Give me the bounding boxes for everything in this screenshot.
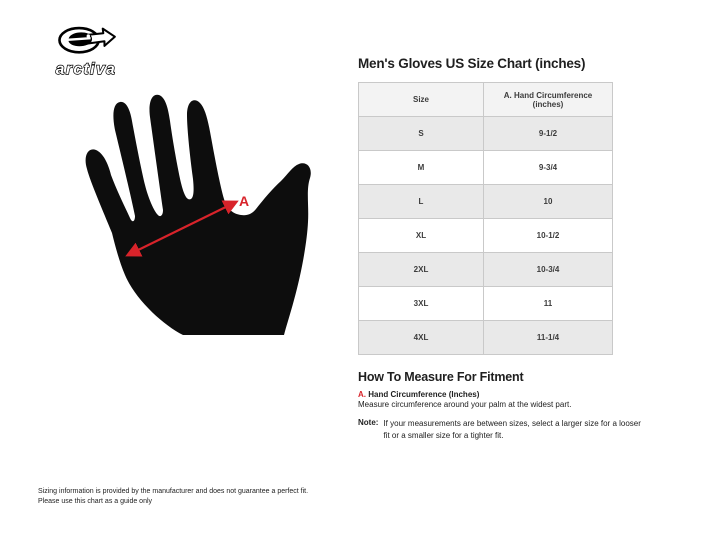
table-header-row (359, 83, 613, 117)
table-row (359, 287, 613, 321)
size-cell: 3XL (359, 287, 484, 321)
brand-wordmark (38, 59, 134, 79)
table-row (359, 117, 613, 151)
size-cell: XL (359, 219, 484, 253)
table-row (359, 253, 613, 287)
size-column-header: Size (359, 83, 484, 117)
table-row (359, 219, 613, 253)
hand-silhouette-icon (86, 95, 311, 335)
circumference-cell: 10 (484, 185, 613, 219)
note-text: If your measurements are between sizes, select a larger size for a looser fit or a smaller size for a tighter fit. (383, 419, 641, 440)
size-chart-title: Men's Gloves US Size Chart (inches) (358, 56, 586, 71)
disclaimer-line-1: Sizing information is provided by the manufacturer and does not guarantee a perfect fit. (38, 488, 309, 495)
size-cell: S (359, 117, 484, 151)
size-cell: 2XL (359, 253, 484, 287)
measurement-label: A (239, 193, 250, 209)
brand-logo (38, 20, 134, 79)
hand-measurement-figure (75, 85, 335, 355)
how-to-measure-section (358, 370, 650, 441)
table-row (359, 151, 613, 185)
size-chart-section (358, 56, 650, 441)
size-cell: M (359, 151, 484, 185)
measure-label-text: Hand Circumference (Inches) (368, 390, 480, 399)
circumference-cell: 9-1/2 (484, 117, 613, 151)
size-table (358, 82, 613, 355)
circumference-cell: 11 (484, 287, 613, 321)
how-to-measure-title: How To Measure For Fitment (358, 370, 524, 384)
size-cell: L (359, 185, 484, 219)
measure-label-prefix: A. (358, 390, 366, 399)
disclaimer-line-2: Please use this chart as a guide only (38, 497, 153, 505)
circumference-cell: 9-3/4 (484, 151, 613, 185)
circumference-cell: 10-1/2 (484, 219, 613, 253)
measure-description: Measure circumference around your palm at the widest part. (358, 400, 572, 409)
note-label: Note: (358, 418, 379, 427)
table-row (359, 185, 613, 219)
table-row (359, 321, 613, 355)
disclaimer (38, 487, 308, 507)
circumference-column-header: A. Hand Circumference (inches) (484, 83, 613, 117)
measure-label-line (358, 390, 650, 399)
arctiva-arrow-icon (56, 20, 116, 58)
size-cell: 4XL (359, 321, 484, 355)
brand-name: arctiva (55, 61, 117, 78)
size-table-body (359, 117, 613, 355)
circumference-cell: 11-1/4 (484, 321, 613, 355)
fitment-note (358, 418, 650, 441)
circumference-cell: 10-3/4 (484, 253, 613, 287)
